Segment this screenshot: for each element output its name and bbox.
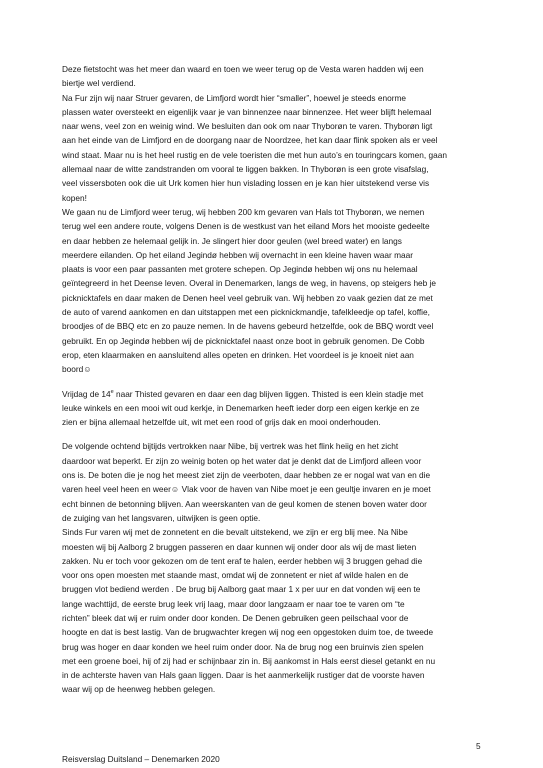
paragraph-nibe-aalborg-hals: De volgende ochtend bijtijds vertrokken naar Nibe, bij vertrek was het flink heiig en het zicht daardoor wat beperkt. Er zijn zo weinig boten op het water dat je denkt dat de Limfjord alleen voor ons is. De boten die je nog het meest ziet zijn de veerboten, daar hebben ze er nogal wat van en die varen heel veel heen en weer☺ Vlak voor de haven van Nibe moet je een geultje invaren en je moet echt binnen de betonning blijven. Aan weerskanten van de geul komen de stenen boven water door de zuiging van het langsvaren, uitwijken is geen optie. Sinds Fur varen wij met de zonnetent en die bevalt uitstekend, we zijn er erg blij mee. Na Nibe moesten wij bij Aalborg 2 bruggen passeren en daar kunnen wij onder door als wij de mast lieten zakken. Nu er toch voor gekozen om de tent eraf te halen, eerder hebben wij 3 bruggen gehad die voor ons open moesten met staande mast, omdat wij de zonnetent er niet af wilde halen en de bruggen vlot bediend werden . De brug bij Aalborg gaat maar 1 x per uur en dat vonden wij een te lange wachttijd, de eerste brug leek vrij laag, maar door langzaam er naar toe te varen om “te richten” bleek dat wij er ruim onder door konden. De Denen gebruiken geen peilschaal voor de hoogte en dat is best lastig. Van de brugwachter kregen wij nog een opgestoken duim toe, de tweede brug was hoger en daar konden we heel ruim onder door. Na de brug nog een bruinvis zien spelen met een groene boei, hij of zij had er schijnbaar zin in. Bij aankomst in Hals eerst diesel getankt en nu in de achterste haven van Hals gaan liggen. Daar is het aanmerkelijk rustiger dat de voorste haven waar wij op de heenweg hebben gelegen. [62,441,436,695]
paragraph-fur-struer-thyboron-jegindo: Deze fietstocht was het meer dan waard en toen we weer terug op de Vesta waren hadden wij een biertje wel verdiend. Na Fur zijn wij naar Struer gevaren, de Limfjord wordt hier “smaller”, hoewel je steeds enorme plassen water oversteekt en eigenlijk vaar je van binnenzee naar binnenzee. Het weer blijft helemaal naar wens, veel zon en weinig wind. We besluiten dan ook om naar Thyborøn te varen. Thyborøn ligt aan het einde van de Limfjord en de doorgang naar de Noordzee, het kan daar flink spoken als er veel wind staat. Maar nu is het heel rustig en de vele toeristen die met hun auto’s en touringcars komen, gaan allemaal naar de witte zandstranden om vooral te liggen bakken. In Thyborøn is een grote visafslag, veel vissersboten ook die uit Urk komen hier hun vislading lossen en je kan hier uitstekend verse vis kopen! We gaan nu de Limfjord weer terug, wij hebben 200 km gevaren van Hals tot Thyborøn, we nemen terug wel een andere route, volgens Denen is de westkust van het eiland Mors het mooiste gedeelte en daar hebben ze helemaal gelijk in. Je slingert hier door geulen (wel breed water) en langs meerdere eilanden. Op het eiland Jegindø hebben wij overnacht in een kleine haven waar maar plaats is voor een paar passanten met grotere schepen. Op Jegindø hebben wij ons nu helemaal geïntegreerd in het Deense leven. Overal in Denemarken, langs de weg, in havens, op steigers heb je picknicktafels en daar maken de Denen heel veel gebruik van. Wij hebben zo vaak gezien dat ze met de auto of varend aankomen en dan uitstappen met een picknickmandje, tafelkleedje op tafel, koffie, broodjes of de BBQ etc en zo pauze nemen. In de havens gebeurd hetzelfde, ook de BBQ wordt veel gebruikt. En op Jegindø hebben wij de picknicktafel naast onze boot in gebruik genomen. De Cobb erop, eten klaarmaken en aansluitend alles opeten en drinken. Het voordeel is je knoeit niet aan boord☺ [62,64,447,375]
body-text [62,62,492,697]
page-number: 5 [476,741,481,751]
paragraph-thisted: Vrijdag de 14e naar Thisted gevaren en daar een dag blijven liggen. Thisted is een klein stadje met leuke winkels en een mooi wit oud kerkje, in Denemarken heeft ieder dorp een eigen kerkje en ze zien er bijna allemaal hetzelfde uit, wit met een rood of grijs dak en mooi onderhouden. [62,388,424,428]
page-footer: Reisverslag Duitsland – Denemarken 2020 [62,754,220,764]
